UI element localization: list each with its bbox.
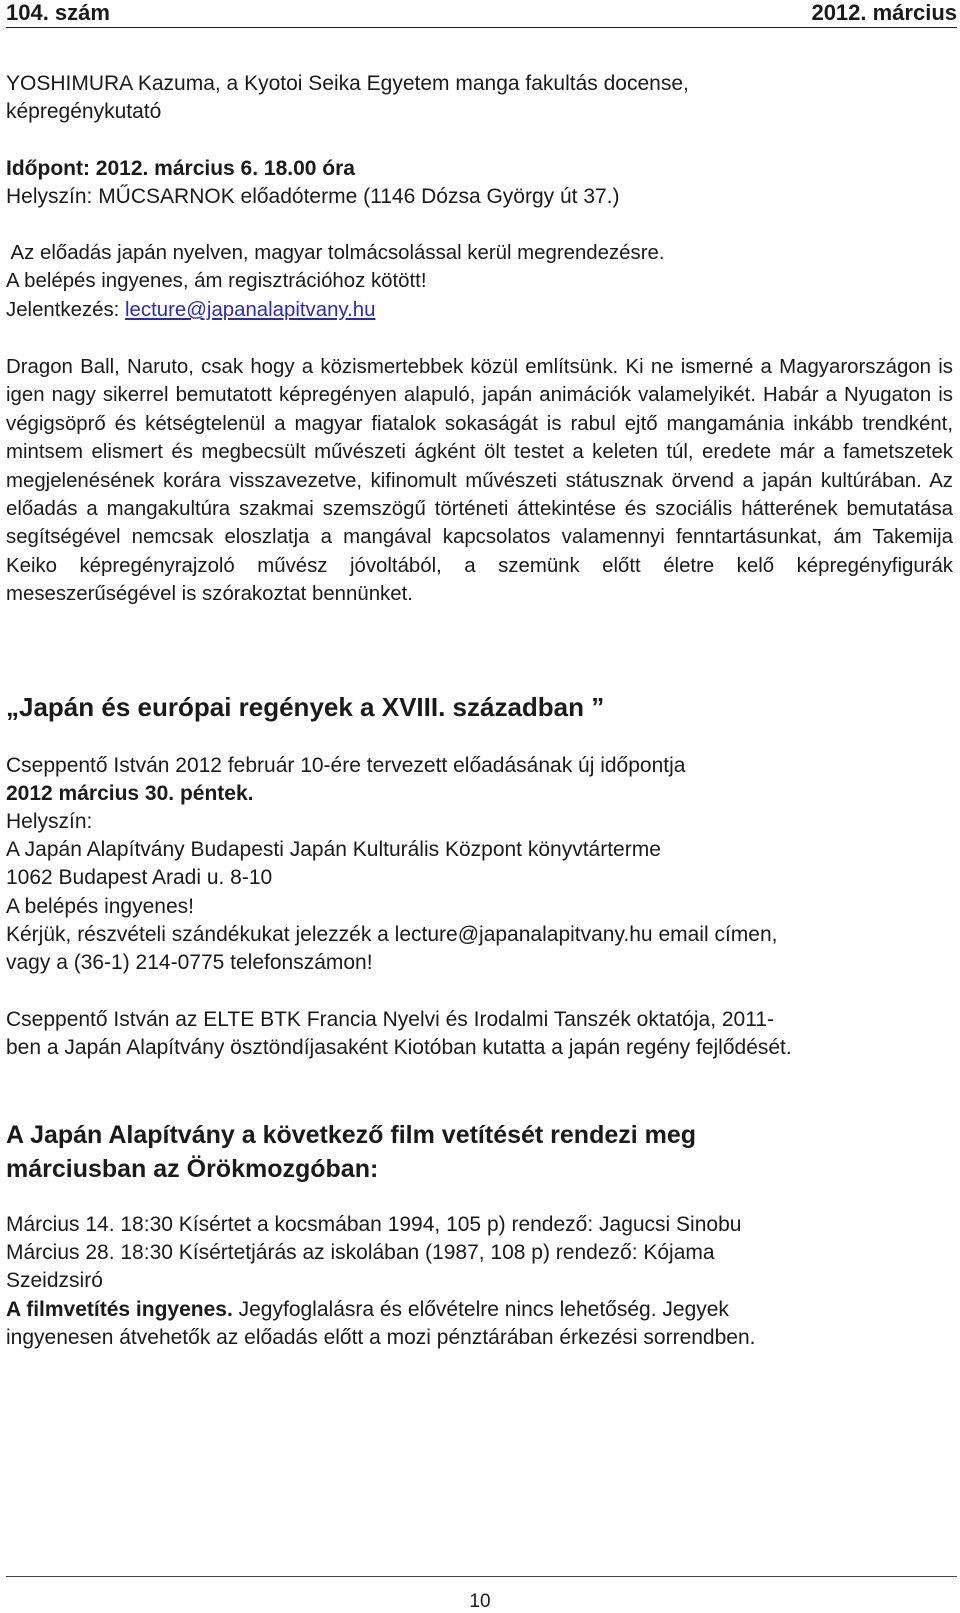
film-2: Március 28. 18:30 Kísértetjárás az iskolában (1987, 108 p) rendező: Kójama <box>6 1241 715 1264</box>
lecture2-date: 2012 március 30. péntek. <box>6 782 254 805</box>
film-2-director: Szeidzsiró <box>6 1269 103 1292</box>
lecture2-address: 1062 Budapest Aradi u. 8-10 <box>6 866 273 889</box>
films-heading-2: márciusban az Örökmozgóban: <box>6 1155 379 1183</box>
films-heading-1: A Japán Alapítvány a következő film vetítését rendezi meg <box>6 1121 697 1149</box>
lecture2-venue: A Japán Alapítvány Budapesti Japán Kulturális Központ könyvtárterme <box>6 838 661 861</box>
lecture2-line-1: Cseppentő István 2012 február 10-ére tervezett előadásának új időpontja <box>6 754 686 777</box>
page-number: 10 <box>469 1591 491 1612</box>
signup-label: Jelentkezés: <box>6 299 126 321</box>
screening-note-text: Jegyfoglalásra és elővételre nincs lehetőség. Jegyek <box>232 1298 729 1321</box>
language-note: Az előadás japán nyelven, magyar tolmácsolással kerül megrendezésre. <box>6 242 665 264</box>
speaker-bio-line-2: ben a Japán Alapítvány ösztöndíjasaként Kiotóban kutatta a japán regény fejlődését. <box>6 1036 792 1059</box>
lecture-place: Helyszín: MŰCSARNOK előadóterme (1146 Dózsa György út 37.) <box>6 185 620 208</box>
issue-date: 2012. március <box>811 0 957 25</box>
screening-free-label: A filmvetítés ingyenes. <box>6 1298 233 1321</box>
lecture2-place-label: Helyszín: <box>6 810 93 833</box>
registration-note: A belépés ingyenes, ám regisztrációhoz kötött! <box>6 270 427 292</box>
lecture2-free-entry: A belépés ingyenes! <box>6 895 194 918</box>
signup-line <box>6 296 375 324</box>
lecture2-phone: vagy a (36-1) 214-0775 telefonszámon! <box>6 951 373 974</box>
issue-number: 104. szám <box>6 0 110 25</box>
screening-note-line-2: ingyenesen átvehetők az előadás előtt a mozi pénztárában érkezési sorrendben. <box>6 1326 756 1349</box>
film-1: Március 14. 18:30 Kísértet a kocsmában 1994, 105 p) rendező: Jagucsi Sinobu <box>6 1213 742 1236</box>
signup-email-link[interactable]: lecture@japanalapitvany.hu <box>125 299 376 321</box>
manga-paragraph <box>6 353 953 609</box>
screening-note-line-1 <box>6 1296 729 1324</box>
speaker-line-1: YOSHIMURA Kazuma, a Kyotoi Seika Egyetem manga fakultás docense, <box>6 72 689 95</box>
speaker-bio-line-1: Cseppentő István az ELTE BTK Francia Nyelvi és Irodalmi Tanszék oktatója, 2011- <box>6 1008 775 1031</box>
speaker-line-2: képregénykutató <box>6 100 162 123</box>
page-header <box>6 0 957 28</box>
footer-divider <box>6 1576 957 1577</box>
lecture-title: „Japán és európai regények a XVIII. században ” <box>6 692 605 722</box>
lecture2-registration: Kérjük, részvételi szándékukat jelezzék a lecture@japanalapitvany.hu email címen, <box>6 923 778 946</box>
manga-paragraph-lead: Dragon Ball, Naruto, csak hogy a közismertebbek közül említsünk. <box>6 356 619 378</box>
manga-paragraph-body: Ki ne ismerné a Magyarországon is igen nagy sikerrel bemutatott képregényen alapuló, japán animációk valamelyikét. Habár a Nyugaton is végigsöprő és kétségtelenül a magyar fiatalok sokaságát is rabul ejtő mangamánia inkább trendként, mintsem elismert és megbecsült művészeti ágként ölt testet a keleten túl, eredete már a fametszetek megjelenésének korára visszavezetve, kifinomult művészeti státusznak örvend a japán kultúrában. Az előadás a mangakultúra szakmai szemszögű történeti áttekintése és szociális hátterének bemutatása segítségével nemcsak eloszlatja a mangával kapcsolatos valamennyi fenntartásunkat, ám Takemija Keiko képregényrajzoló művész jóvoltából, a szemünk előtt életre kelő képregényfigurák meseszerűségével is szórakoztat bennünket. <box>6 356 953 606</box>
lecture-time: Időpont: 2012. március 6. 18.00 óra <box>6 157 355 180</box>
